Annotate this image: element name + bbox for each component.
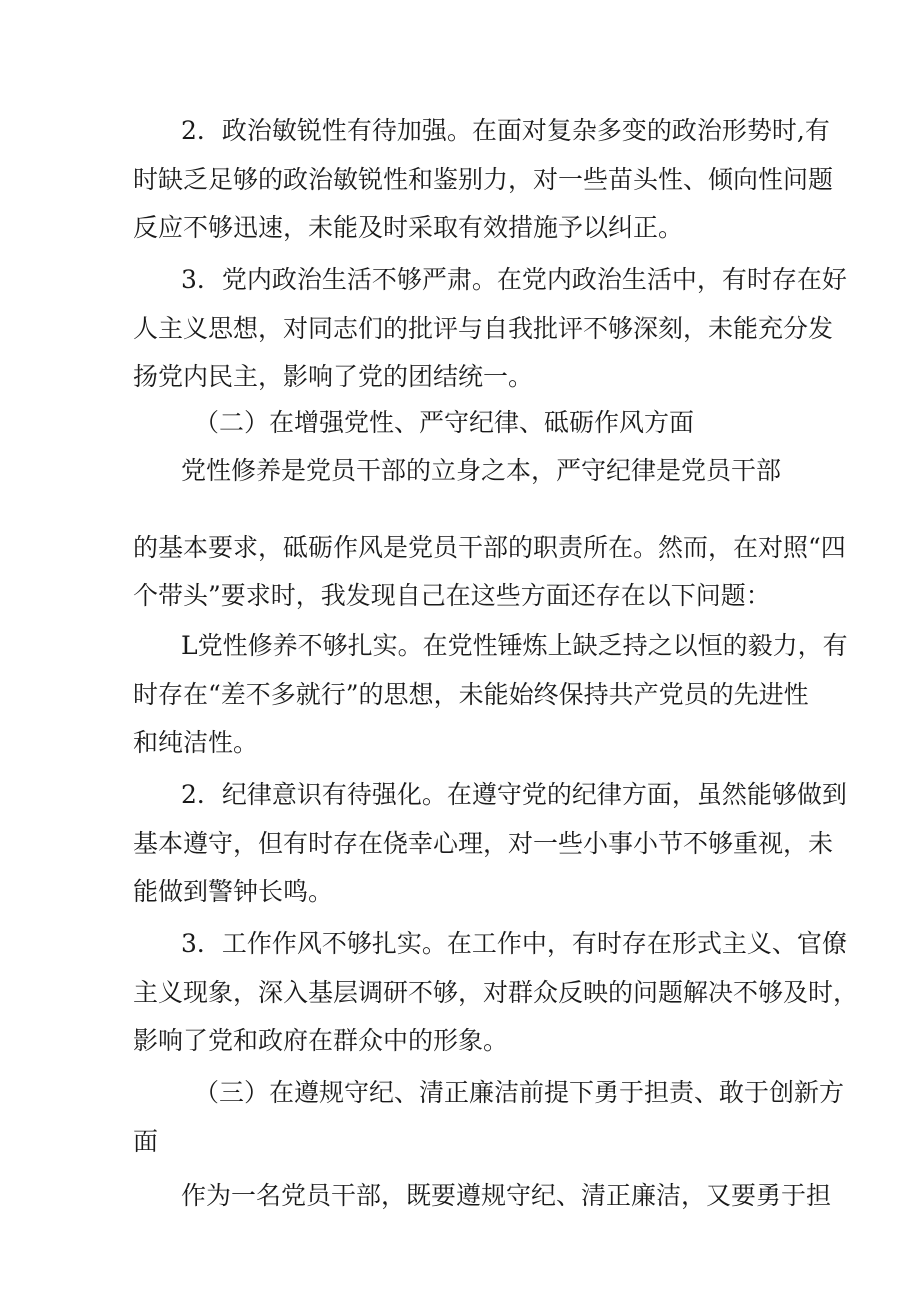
paragraph-line: 2．政治敏锐性有待加强。在面对复杂多变的政治形势时,有 [181,116,830,145]
paragraph-line: 个带头”要求时，我发现自己在这些方面还存在以下问题： [133,581,771,610]
paragraph-line: 作为一名党员干部，既要遵规守纪、清正廉洁，又要勇于担 [181,1181,832,1210]
paragraph-line: 党性修养是党员干部的立身之本，严守纪律是党员干部 [181,456,782,485]
paragraph-line: 3．党内政治生活不够严肃。在党内政治生活中，有时存在好 [181,265,847,294]
paragraph-line: L党性修养不够扎实。在党性锤炼上缺乏持之以恒的毅力，有 [181,631,848,660]
paragraph-line: 影响了党和政府在群众中的形象。 [133,1026,509,1055]
section-heading: （二）在增强党性、严守纪律、砥砺作风方面 [194,408,695,437]
section-heading: （三）在遵规守纪、清正廉洁前提下勇于担责、敢于创新方 [194,1078,845,1107]
paragraph-line: 3．工作作风不够扎实。在工作中，有时存在形式主义、官僚 [181,929,847,958]
paragraph-line: 时存在“差不多就行”的思想，未能始终保持共产党员的先进性 [133,680,809,709]
paragraph-line: 主义现象，深入基层调研不够，对群众反映的问题解决不够及时， [133,978,859,1007]
paragraph-line: 时缺乏足够的政治敏锐性和鉴别力，对一些苗头性、倾向性问题 [133,165,834,194]
paragraph-line: 2．纪律意识有待强化。在遵守党的纪律方面，虽然能够做到 [181,780,847,809]
paragraph-line: 反应不够迅速，未能及时采取有效措施予以纠正。 [133,213,684,242]
paragraph-line: 基本遵守，但有时存在侥幸心理，对一些小事小节不够重视，未 [133,829,834,858]
section-heading-continued: 面 [133,1127,159,1156]
paragraph-line: 扬党内民主，影响了党的团结统一。 [133,362,534,391]
paragraph-line: 的基本要求，砥砺作风是党员干部的职责所在。然而，在对照“四 [133,533,846,562]
paragraph-line: 人主义思想，对同志们的批评与自我批评不够深刻，未能充分发 [133,314,834,343]
paragraph-line: 和纯洁性。 [133,728,259,757]
paragraph-line: 能做到警钟长鸣。 [133,877,334,906]
